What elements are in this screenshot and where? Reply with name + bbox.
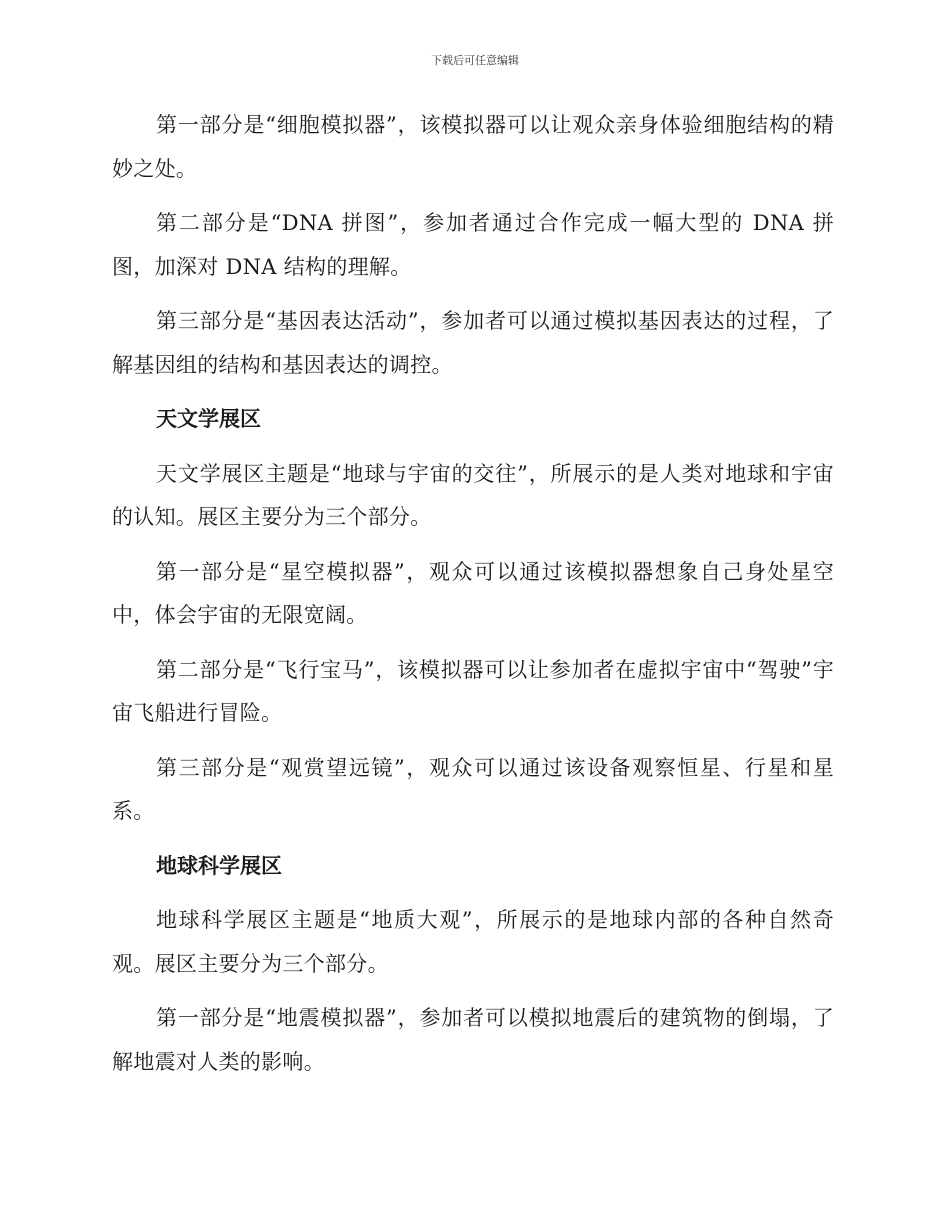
paragraph-dna-puzzle: 第二部分是“DNA 拼图”，参加者通过合作完成一幅大型的 DNA 拼图，加深对 DNA 结构的理解。	[112, 211, 834, 279]
paragraph-star-simulator: 第一部分是“星空模拟器”，观众可以通过该模拟器想象自己身处星空中，体会宇宙的无限宽阔。	[112, 559, 834, 627]
section-heading-astronomy: 天文学展区	[156, 407, 261, 431]
paragraph-flying-ship: 第二部分是“飞行宝马”，该模拟器可以让参加者在虚拟宇宙中“驾驶”宇宙飞船进行冒险。	[112, 657, 834, 725]
paragraph-gene-expression: 第三部分是“基因表达活动”，参加者可以通过模拟基因表达的过程，了解基因组的结构和基因表达的调控。	[112, 309, 834, 377]
paragraph-cell-simulator: 第一部分是“细胞模拟器”，该模拟器可以让观众亲身体验细胞结构的精妙之处。	[112, 113, 834, 181]
section-heading-earth-science: 地球科学展区	[156, 853, 282, 878]
paragraph-earth-science-intro: 地球科学展区主题是“地质大观”，所展示的是地球内部的各种自然奇观。展区主要分为三个部分。	[112, 908, 834, 976]
page-header: 下载后可任意编辑	[431, 54, 519, 67]
document-body	[112, 104, 834, 1095]
paragraph-astronomy-intro: 天文学展区主题是“地球与宇宙的交往”，所展示的是人类对地球和宇宙的认知。展区主要分为三个部分。	[112, 461, 834, 529]
paragraph-telescope: 第三部分是“观赏望远镜”，观众可以通过该设备观察恒星、行星和星系。	[112, 755, 834, 823]
paragraph-earthquake-simulator: 第一部分是“地震模拟器”，参加者可以模拟地震后的建筑物的倒塌，了解地震对人类的影响。	[112, 1006, 834, 1074]
